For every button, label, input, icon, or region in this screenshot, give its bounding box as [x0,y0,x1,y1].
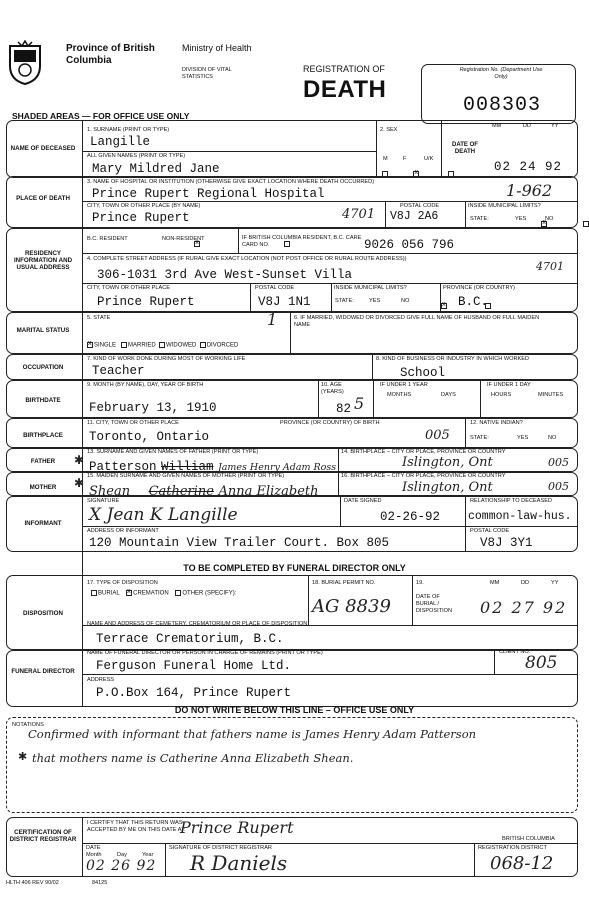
hospital-label: 3. NAME OF HOSPITAL OR INSTITUTION (OTHERWISE GIVE EXACT LOCATION WHERE DEATH OCCURRED) [87,179,375,185]
res-city-value: Prince Rupert [97,295,195,309]
form-code-2: 84125 [92,880,108,886]
days-label: DAYS [441,392,456,398]
non-resident-label: NON-RESIDENT [162,236,205,242]
marital-state-code: 1 [267,310,278,329]
married-label: MARRIED [128,342,156,349]
divorced-label: DIVORCED [206,342,239,349]
sex-f-label: F [403,156,407,162]
cert-year-label: Year [142,852,154,858]
dod-mm-label: MM [492,123,502,129]
notation-line-1: Confirmed with informant that fathers name is James Henry Adam Patterson [28,727,477,741]
occupation-title: OCCUPATION [22,364,64,371]
dod-dd-label: DD [523,123,532,129]
widowed-label: WIDOWED [166,342,197,349]
death-state-label: STATE: [470,216,489,222]
business-value: School [400,366,446,380]
under-1-year-label: IF UNDER 1 YEAR [380,382,428,388]
native-no-label: NO [548,435,557,441]
district-label: REGISTRATION DISTRICT [478,845,547,851]
relationship-label: RELATIONSHIP TO DECEASED [470,498,552,504]
marital-options [87,342,238,349]
married-checkbox[interactable] [121,342,127,348]
res-province-label: PROVINCE (OR COUNTRY) [443,285,515,291]
burial-dd-label: DD [521,580,530,586]
death-city-code: 4701 [342,207,376,222]
given-names-value: Mary Mildred Jane [92,162,220,176]
cert-day-label: Day [117,852,127,858]
notation-marker-icon: ✱ [18,750,28,763]
disposition-type-label: 17. TYPE OF DISPOSITION [87,580,158,586]
mother-given-handwritten: Anna Elizabeth [218,484,319,499]
disposition-title: DISPOSITION [23,610,63,617]
date-of-death-label: DATE OF DEATH [452,142,478,155]
funeral-address-value: P.O.Box 164, Prince Rupert [96,686,292,700]
informant-title: INFORMANT [24,520,62,527]
mother-title: MOTHER [29,484,57,491]
residency-title: RESIDENCY INFORMATION AND USUAL ADDRESS [13,250,73,271]
cert-date-label: DATE [86,845,101,851]
informant-sig-label: SIGNATURE [87,498,120,504]
registrar-signature: R Daniels [190,851,288,875]
father-star-icon: ✱ [74,453,85,467]
disposition-options [91,590,236,597]
informant-address-value: 120 Mountain View Trailer Court. Box 805 [89,536,390,550]
mother-bp-value: Islington, Ont [402,480,493,495]
age-code: 5 [354,394,365,413]
work-label: 7. KIND OF WORK DONE DURING MOST OF WORKING LIFE [87,356,246,362]
province-name: Province of British Columbia [66,43,155,66]
death-inside-limits-label: INSIDE MUNICIPAL LIMITS? [468,203,541,209]
cert-month-label: Month [86,852,102,858]
district-value: 068-12 [490,853,554,874]
work-value: Teacher [92,364,145,378]
mother-given-struck: Catherine [148,484,214,499]
dod-yy-label: YY [551,123,559,129]
informant-postal-value: V8J 3Y1 [480,536,533,550]
res-inside-yes-checkbox[interactable] [441,303,447,309]
cemetery-value: Terrace Crematorium, B.C. [96,632,284,646]
father-name-label: 13. SURNAME AND GIVEN NAMES OF FATHER (PRINT OR TYPE) [87,449,259,455]
native-label: 12. NATIVE INDIAN? [470,420,523,426]
months-label: MONTHS [387,392,412,398]
father-bp-code: 005 [548,456,569,469]
mother-star-icon: ✱ [74,476,85,490]
bc-crest-logo [6,40,44,86]
burial-label: BURIAL [98,590,120,597]
permit-value: AG 8839 [312,596,391,617]
death-inside-no-checkbox[interactable] [583,221,589,227]
surname-label: 1. SURNAME (PRINT OR TYPE) [87,127,170,133]
burial-yy-label: YY [551,580,559,586]
mother-name-label: 15. MAIDEN SURNAME AND GIVEN NAMES OF MOTHER (PRINT OR TYPE) [87,473,285,479]
date-of-death-value: 02 24 92 [494,160,563,174]
deceased-section-title: NAME OF DECEASED [10,145,76,152]
relationship-value: common-law-hus. [468,510,572,523]
res-inside-limits-label: INSIDE MUNICIPAL LIMITS? [334,285,407,291]
certify-label: I CERTIFY THAT THIS RETURN WAS ACCEPTED BY ME ON THIS DATE AT: [87,820,186,833]
divorced-checkbox[interactable] [200,342,206,348]
place-of-death-title: PLACE OF DEATH [16,195,70,202]
single-checkbox[interactable] [87,342,93,348]
registrar-sig-label: SIGNATURE OF DISTRICT REGISTRAR [169,845,272,851]
client-no-label: CLIENT NO. [499,649,531,655]
certification-title: CERTIFICATION OF DISTRICT REGISTRAR [9,829,77,843]
given-names-label: ALL GIVEN NAMES (PRINT OR TYPE) [87,153,186,159]
shaded-note: SHADED AREAS — FOR OFFICE USE ONLY [12,111,190,121]
res-state-label: STATE: [335,298,354,304]
birthdate-title: BIRTHDATE [25,397,61,404]
address-value: 306-1031 3rd Ave West-Sunset Villa [97,268,353,282]
hospital-value: Prince Rupert Regional Hospital [92,187,325,201]
res-postal-label: POSTAL CODE [255,285,295,291]
cremation-label: CREMATION [133,590,169,597]
birthplace-title: BIRTHPLACE [23,432,63,439]
business-label: 8. KIND OF BUSINESS OR INDUSTRY IN WHICH WORKED [376,356,530,362]
mother-bp-code: 005 [548,480,569,493]
death-postal-label: POSTAL CODE [400,203,440,209]
other-label: OTHER (SPECIFY): [182,590,237,597]
cert-date-value: 02 26 92 [86,858,157,874]
bc-resident-label: B.C. RESIDENT [87,236,128,242]
minutes-label: MINUTES [538,392,564,398]
father-title: FATHER [30,458,56,465]
notation-line-2: that mothers name is Catherine Anna Elizabeth Shean. [32,751,354,765]
funeral-home-label: NAME OF FUNERAL DIRECTOR OR PERSON IN CHARGE OF REMAINS (PRINT OR TYPE) [87,650,323,656]
informant-signature: X Jean K Langille [89,505,238,525]
sex-uk-label: U/K [424,156,434,162]
burial-mm-label: MM [490,580,500,586]
res-city-label: CITY, TOWN OR OTHER PLACE [87,285,170,291]
bc-label: BRITISH COLUMBIA [502,836,555,842]
death-city-label: CITY, TOWN OR OTHER PLACE (BY NAME) [87,203,201,209]
cemetery-label: NAME AND ADDRESS OF CEMETERY, CREMATORIUM OR PLACE OF DISPOSITION [87,621,308,627]
death-city-value: Prince Rupert [92,211,190,225]
father-bp-label: 14. BIRTHPLACE – CITY OR PLACE, PROVINCE OR COUNTRY [341,449,506,455]
ministry-name: Ministry of Health [182,43,252,53]
death-postal-value: V8J 2A6 [390,210,439,223]
address-code: 4701 [536,260,564,273]
client-no-value: 805 [525,653,558,673]
notations-label: NOTATIONS [12,722,44,728]
birth-city-label: 11. CITY, TOWN OR OTHER PLACE [87,420,179,426]
mother-bp-label: 16. BIRTHPLACE – CITY OR PLACE, PROVINCE OR COUNTRY [341,473,506,479]
birthplace-value: Toronto, Ontario [89,430,210,444]
res-province-value: B.C. [458,295,489,309]
hours-label: HOURS [491,392,512,398]
form-title: DEATH [303,76,387,103]
birthplace-code: 005 [425,428,450,443]
permit-label: 18. BURIAL PERMIT NO. [312,580,376,586]
death-yes-label: YES [515,216,527,222]
age-label: 10. AGE (YEARS) [321,382,344,395]
birth-province-label: PROVINCE (OR COUNTRY) OF BIRTH [280,420,380,426]
hospital-code: 1-962 [506,181,553,200]
burial-checkbox[interactable] [91,590,97,596]
form-code: HLTH 406 REV 90/02 [6,880,59,886]
office-use-banner: DO NOT WRITE BELOW THIS LINE – OFFICE USE ONLY [174,705,415,715]
burial-date-value: 02 27 92 [480,598,568,617]
father-surname: Patterson [89,460,157,474]
father-given-struck: William [160,460,214,474]
marital-state-label: 5. STATE [87,315,111,321]
care-card-label: IF BRITISH COLUMBIA RESIDENT, B.C. CARE CARD NO. [242,235,362,248]
spouse-label: 6. IF MARRIED, WIDOWED OR DIVORCED GIVE FULL NAME OF HUSBAND OR FULL MAIDEN NAME [294,315,540,328]
sex-label: 2. SEX [380,127,398,133]
funeral-director-title: FUNERAL DIRECTOR [11,668,75,675]
under-1-day-label: IF UNDER 1 DAY [487,382,531,388]
date-signed-label: DATE SIGNED [344,498,382,504]
address-label: 4. COMPLETE STREET ADDRESS (IF RURAL GIVE EXACT LOCATION (NOT POST OFFICE OR RURAL ROUTE ADDRESS)) [87,256,407,262]
widowed-checkbox[interactable] [159,342,165,348]
dob-label: 9. MONTH (BY NAME), DAY, YEAR OF BIRTH [87,382,204,388]
native-state-label: STATE: [470,435,489,441]
res-postal-value: V8J 1N1 [258,295,311,309]
dob-value: February 13, 1910 [89,401,217,415]
res-yes-label: YES [369,298,381,304]
other-checkbox[interactable] [175,590,181,596]
cremation-checkbox[interactable] [126,590,132,596]
date-signed-value: 02-26-92 [380,510,441,524]
certify-place: Prince Rupert [180,818,294,837]
burial-date-number: 19. [416,580,424,586]
father-bp-value: Islington, Ont [402,455,493,470]
father-given-handwritten: James Henry Adam Ross [217,462,337,473]
single-label: SINGLE [94,342,117,349]
native-yes-label: YES [517,435,529,441]
death-no-label: NO [545,216,554,222]
registration-number: 008303 [463,94,542,117]
funeral-banner: TO BE COMPLETED BY FUNERAL DIRECTOR ONLY [183,563,406,573]
informant-postal-label: POSTAL CODE [470,528,510,534]
division-name: DIVISION OF VITAL STATISTICS [182,67,232,80]
res-no-label: NO [401,298,410,304]
informant-address-label: ADDRESS OR INFORMANT [87,528,159,534]
marital-title: MARITAL STATUS [16,327,70,334]
reg-no-label: Registration No. (Department Use Only) [459,67,543,80]
funeral-address-label: ADDRESS [87,677,115,683]
age-value: 82 [336,402,352,416]
form-title-small: REGISTRATION OF [303,64,385,74]
surname-value: Langille [90,135,151,149]
mother-surname: Shean [89,484,131,499]
funeral-home-value: Ferguson Funeral Home Ltd. [96,659,292,673]
sex-m-label: M [383,156,388,162]
care-card-number: 9026 056 796 [364,238,455,252]
burial-date-label: DATE OF BURIAL / DISPOSITION [416,594,453,614]
